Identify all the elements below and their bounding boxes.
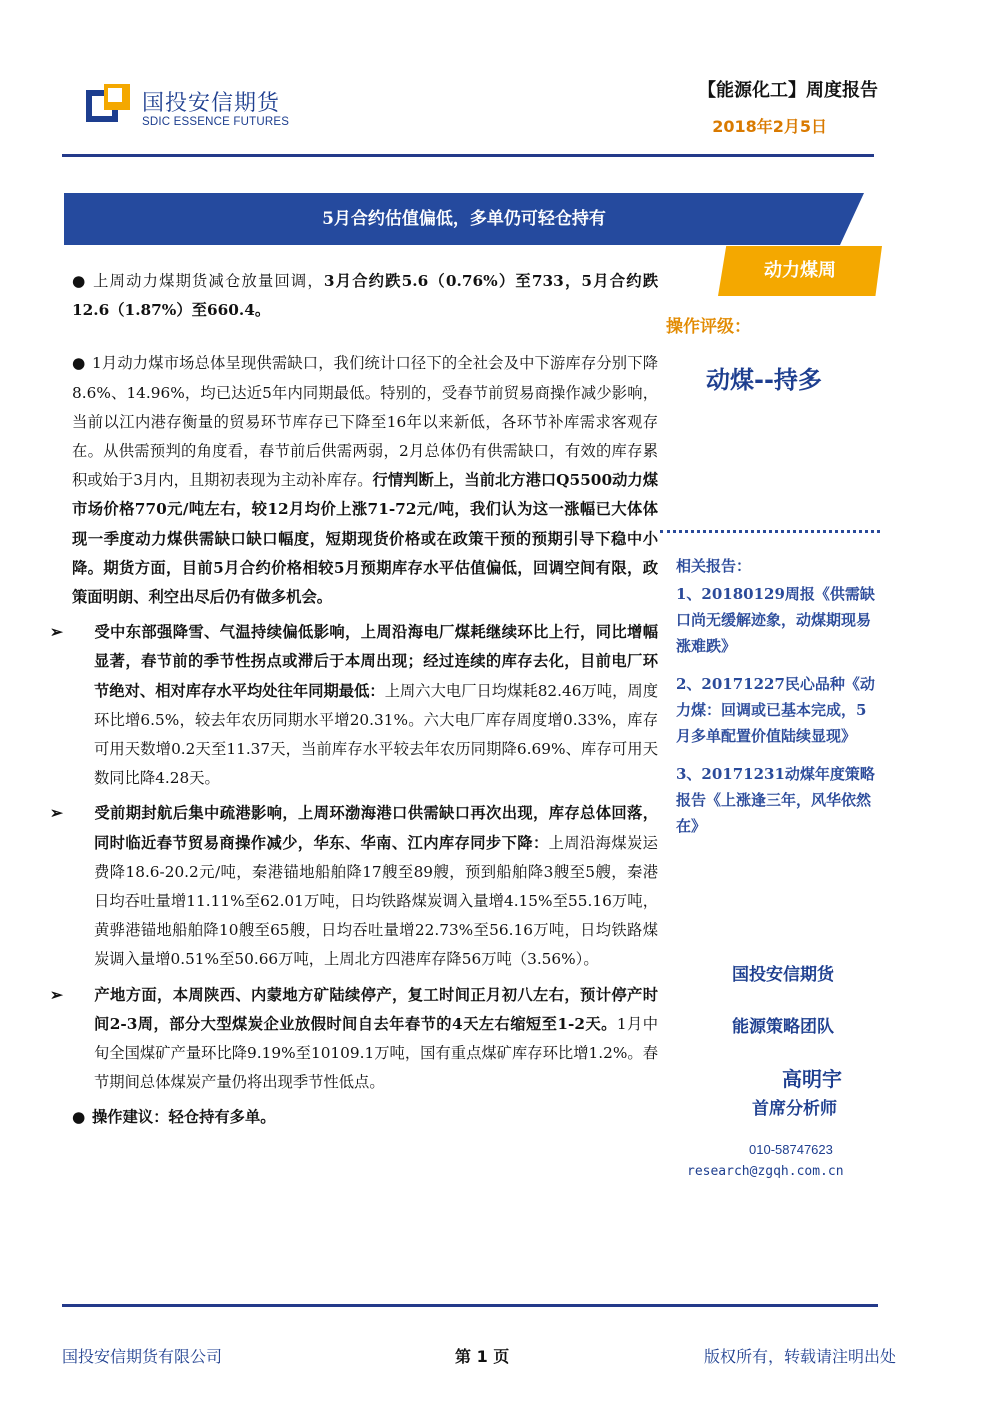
demand-paragraph <box>50 618 658 793</box>
footer-copyright: 版权所有，转载请注明出处 <box>704 1347 897 1366</box>
rating-value: 动煤--持多 <box>706 366 822 394</box>
related-report-item[interactable]: 2、20171227民心品种《动力煤：回调或已基本完成，5月多单配置价值陆续显现》 <box>676 675 875 745</box>
supply-highlight: 产地方面，本周陕西、内蒙地方矿陆续停产，复工时间正月初八左右，预计停产时间2-3周，部分大型煤炭企业放假时间自去年春节的4天左右缩短至1-2天。 <box>94 985 658 1033</box>
related-reports-title: 相关报告： <box>676 557 752 575</box>
rating-label: 操作评级： <box>666 317 751 337</box>
supply-text: 1月中旬全国煤矿产量环比降9.19%至10109.1万吨，国有重点煤矿库存环比增1.2%。春节期间总体煤炭产量仍将出现季节性低点。 <box>94 1014 659 1092</box>
summary-highlight: 3月合约跌5.6（0.76%）至733，5月合约跌12.6（1.87%）至660.4。 <box>72 272 658 320</box>
analyst-title: 首席分析师 <box>752 1099 837 1119</box>
logo-mark-icon <box>86 84 130 128</box>
related-report-item[interactable]: 3、20171231动煤年度策略报告《上涨逢三年，风华依然在》 <box>676 765 875 835</box>
port-highlight: 受前期封航后集中疏港影响，上周环渤海港口供需缺口再次出现，库存总体回落，同时临近春节贸易商操作减少，华东、华南、江内库存同步下降： <box>94 804 658 852</box>
analyst-name: 高明宇 <box>782 1067 842 1091</box>
report-body <box>50 267 659 1139</box>
page-number: 第 1 页 <box>455 1347 510 1366</box>
demand-highlight: 受中东部强降雪、气温持续偏低影响，上周沿海电厂煤耗继续环比上行，同比增幅显著，春节前的季节性拐点或滞后于本周出现；经过连续的库存去化，目前电厂环节绝对、相对库存水平均处往年同期最低： <box>94 623 658 700</box>
analysis-text: 1月动力煤市场总体呈现供需缺口，我们统计口径下的全社会及中下游库存分别下降8.6%、14.96%，均已达近5年内同期最低。特别的，受春节前贸易商操作减少影响，当前以江内港存衡量的贸易环节库存已下降至16年以来新低，各环节补库需求客观存在。从供需预判的角度看，春节前后供需两弱，2月总体仍有供需缺口，有效的库存累积或始于3月内，且期初表现为主动补库存。 <box>72 354 658 490</box>
summary-paragraph <box>72 267 658 325</box>
team-name: 能源策略团队 <box>732 1017 834 1037</box>
logo-text-en: SDIC ESSENCE FUTURES <box>142 116 290 128</box>
recommendation-paragraph <box>72 1103 658 1132</box>
demand-text: 上周六大电厂日均煤耗82.46万吨，周度环比增6.5%，较去年农历同期水平增20.31%。六大电厂库存周度增0.33%，库存可用天数增0.2天至11.37天，当前库存水平较去年农历同期降6.69%、库存可用天数同比降4.28天。 <box>94 681 658 788</box>
logo-text-cn: 国投安信期货 <box>142 91 281 116</box>
arrow-bullet-icon: ➢ <box>50 985 63 1004</box>
port-paragraph <box>50 799 658 974</box>
footer-divider <box>62 1304 878 1307</box>
port-text: 上周沿海煤炭运费降18.6-20.2元/吨，秦港锚地船舶降17艘至89艘，预到船舶降3艘至5艘，秦港日均吞吐量增11.11%至62.01万吨，日均铁路煤炭调入量增4.15%至55.16万吨，黄骅港锚地船舶降10艘至65艘，日均吞吐量增22.73%至56.16万吨，日均铁路煤炭调入量增0.51%至50.66万吨，上周北方四港库存降56万吨（3.56%）。 <box>94 833 658 969</box>
firm-name: 国投安信期货 <box>732 965 834 985</box>
analysis-paragraph <box>72 349 658 612</box>
related-reports <box>676 553 876 851</box>
arrow-bullet-icon: ➢ <box>50 804 63 823</box>
summary-text: 上周动力煤期货减仓放量回调， <box>92 272 324 290</box>
company-logo <box>86 84 306 136</box>
report-title: 5月合约估值偏低，多单仍可轻仓持有 <box>322 209 606 229</box>
bullet-icon: ● <box>72 272 86 290</box>
footer-company: 国投安信期货有限公司 <box>62 1347 223 1366</box>
contact-phone: 010-58747623 <box>749 1142 833 1157</box>
related-report-item[interactable]: 1、20180129周报《供需缺口尚无缓解迹象，动煤期现易涨难跌》 <box>676 585 875 655</box>
recommendation-text: 操作建议：轻仓持有多单。 <box>92 1108 276 1127</box>
arrow-bullet-icon: ➢ <box>50 623 63 642</box>
bullet-icon: ● <box>72 1108 86 1127</box>
sidebar-divider <box>660 530 880 533</box>
category-label: 动力煤周 <box>764 260 836 281</box>
contact-email[interactable]: research@zgqh.com.cn <box>687 1164 844 1179</box>
bullet-icon: ● <box>72 354 86 373</box>
report-type: 【能源化工】周度报告 <box>698 80 878 101</box>
report-date: 2018年2月5日 <box>712 117 827 136</box>
supply-paragraph <box>50 981 659 1098</box>
analysis-highlight: 行情判断上，当前北方港口Q5500动力煤市场价格770元/吨左右，较12月均价上涨71-72元/吨，我们认为这一涨幅已大体体现一季度动力煤供需缺口缺口幅度，短期现货价格或在政策干预的预期引导下稳中小降。期货方面，目前5月合约价格相较5月预期库存水平估值偏低，回调空间有限，政策面明朗、利空出尽后仍有做多机会。 <box>72 471 658 607</box>
header-divider <box>62 154 874 157</box>
